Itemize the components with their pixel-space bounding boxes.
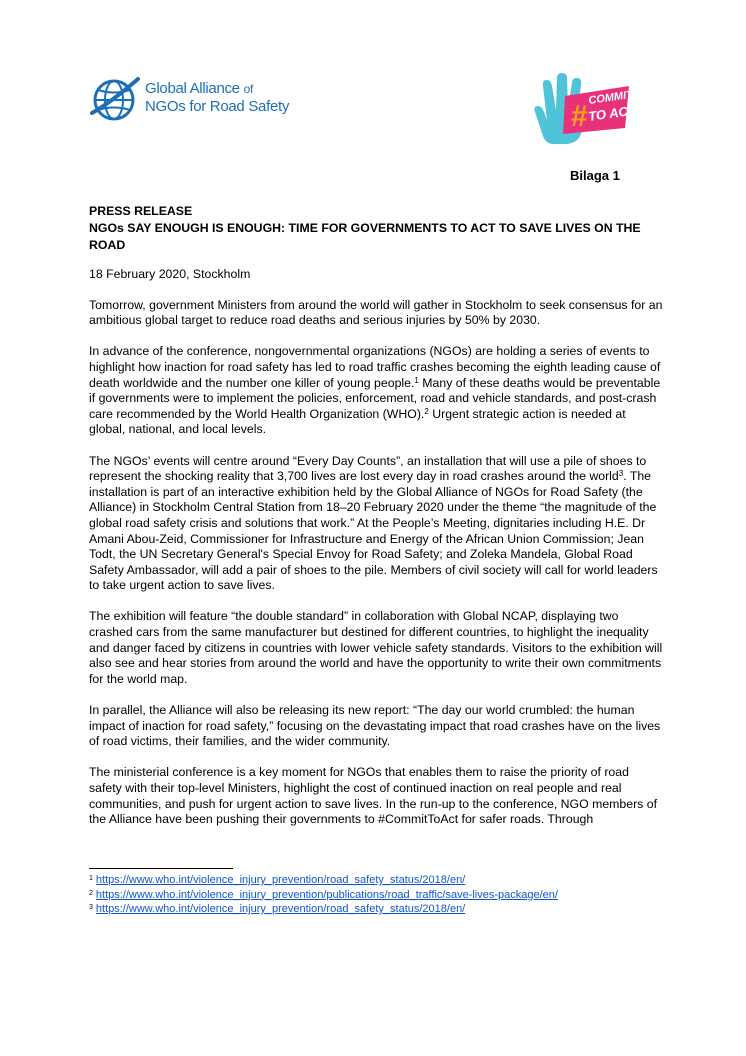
- footnote-ref-3: 3: [618, 469, 624, 479]
- svg-text:#: #: [571, 100, 588, 133]
- press-release-label: PRESS RELEASE: [89, 204, 193, 218]
- paragraph-6: The ministerial conference is a key moment for NGOs that enables them to raise the priority of road safety with their top-level Ministers, highlight the cost of continued inaction on real people and real communities, and push for urgent action to save lives. In the run-up to the conference, NGO members of the Alliance have been pushing their governments to #CommitToAct for safer roads. Through: [89, 765, 657, 827]
- global-alliance-logo: Global Alliance of NGOs for Road Safety: [90, 73, 280, 133]
- paragraph-3: The NGOs’ events will centre around “Every Day Counts”, an installation that will use a pile of shoes to represent the shocking reality that 3,700 lives are lost every day in road crashes around the world$^3$. The installation is part of an interactive exhibition held by the Global Alliance of NGOs for Road Safety (the Alliance) in Stockholm Central Station from 18–20 February 2020 under the theme “the magnitude of the global road safety crisis and solutions that work.” At the People’s Meeting, dignitaries including H.E. Dr Amani Abou-Zeid, Commissioner for Infrastructure and Energy of the African Union Commission; Jean Todt, the UN Secretary General's Special Envoy for Road Safety; and Zoleka Mandela, Global Road Safety Ambassador, will add a pair of shoes to the pile. Members of civil society will call for world leaders to take urgent action to save lives.: [89, 453, 658, 593]
- hand-icon: [525, 68, 635, 148]
- footnote-link-2[interactable]: https://www.who.int/violence_injury_prevention/publications/road_traffic/save-lives-package/en/: [95, 888, 558, 901]
- globe-icon: [90, 73, 142, 123]
- footnote-link-3[interactable]: https://www.who.int/violence_injury_prevention/road_safety_status/2018/en/: [95, 903, 466, 915]
- footnote-3: $^3$ https://www.who.int/violence_injury_prevention/road_safety_status/2018/en/: [89, 903, 466, 915]
- commit-to-act-logo: [525, 68, 635, 148]
- paragraph-1: Tomorrow, government Ministers from around the world will gather in Stockholm to seek consensus for an ambitious global target to reduce road deaths and serious injuries by 50% by 2030.: [89, 297, 663, 328]
- paragraph-5: In parallel, the Alliance will also be releasing its new report: “The day our world crumbled: the human impact of inaction for road safety,” focusing on the devastating impact that road crashes have on the lives of road victims, their families, and the wider community.: [89, 703, 661, 749]
- footnote-ref-1: 1: [414, 375, 419, 385]
- svg-text:TO ACT: TO ACT: [587, 102, 635, 124]
- press-release-title: NGOs SAY ENOUGH IS ENOUGH: TIME FOR GOVERNMENTS TO ACT TO SAVE LIVES ON THE ROAD: [89, 221, 641, 252]
- headline: [89, 203, 664, 254]
- paragraph-4: The exhibition will feature “the double standard” in collaboration with Global NCAP, displaying two crashed cars from the same manufacturer but destined for different countries, to highlight the inequality and danger faced by citizens in countries with lower vehicle safety standards. Visitors to the exhibition will also see and hear stories from around the world and have the opportunity to write their own commitments for the world map.: [89, 609, 663, 686]
- footnote-2: $^2$ https://www.who.int/violence_injury_prevention/publications/road_traffic/save-lives-package/en/: [89, 888, 558, 901]
- attachment-label: Bilaga 1: [570, 168, 620, 183]
- footnote-divider: [89, 868, 233, 869]
- footnote-1: $^1$ https://www.who.int/violence_injury_prevention/road_safety_status/2018/en/: [89, 874, 466, 886]
- paragraph-2: In advance of the conference, nongovernmental organizations (NGOs) are holding a series of events to highlight how inaction for road safety has led to road traffic crashes becoming the eighth leading cause of death worldwide and the number one killer of young people.$^1$ Many of these deaths would be preventable if governments were to implement the policies, enforcement, road and vehicle standards, and post-crash care recommended by the World Health Organization (WHO).$^2$ Urgent strategic action is needed at global, national, and local levels.: [89, 344, 661, 437]
- footnotes: [89, 873, 558, 917]
- svg-text:COMMIT: COMMIT: [587, 88, 634, 107]
- dateline: 18 February 2020, Stockholm: [89, 267, 251, 281]
- footnote-link-1[interactable]: https://www.who.int/violence_injury_prevention/road_safety_status/2018/en/: [95, 874, 466, 886]
- footnote-ref-2: 2: [424, 406, 429, 416]
- press-release-body: [89, 203, 664, 843]
